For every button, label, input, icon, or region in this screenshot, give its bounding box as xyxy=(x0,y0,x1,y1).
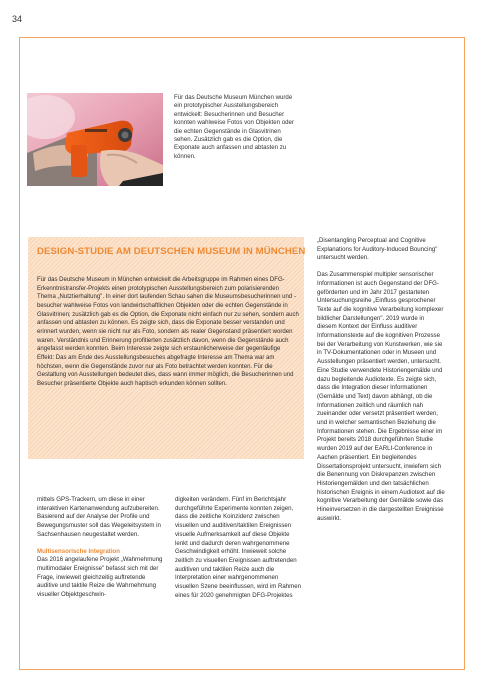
paragraph: Das 2016 angelaufene Projekt „Wahrnehmung multimodaler Ereignisse" befasst sich mit der Frage, inwieweit gleichzeitig auftretende auditive und taktile Reize die Wahrnehmung visueller Objektgeschwin- xyxy=(37,556,163,599)
column-middle xyxy=(175,496,301,600)
column-left xyxy=(37,496,163,600)
paragraph: mittels GPS-Trackern, um diese in einer interaktiven Kartenanwendung aufzubereiten. Basierend auf der Analyse der Profile und Bewegungsmuster soll das Wegeleitsystem in Sachsenhausen neugestaltet werden. xyxy=(37,496,161,538)
paragraph: Das Zusammenspiel multipler sensorischer Informationen ist auch Gegenstand der DFG-geförderten und im Jahr 2017 gestarteten Untersuchungsreihe „Einfluss gesprochener Texte auf die kognitive Verarbeitung komplexer bildlicher Darstellungen". 2019 wurde in diesem Kontext der Einfluss auditiver Informationstexte auf die kognitiven Prozesse bei der Verarbeitung von Kunstwerken, wie sie in TV-Dokumentationen oder in Museen und Ausstellungen präsentiert werden, untersucht. Eine Studie verwendete Historiengemälde und dazu begleitende Audiotexte. Es zeigte sich, dass die Integration dieser Informationen (Gemälde und Text) davon abhängt, ob die Informationen zeitlich und räumlich nah zueinander oder versetzt präsentiert werden, und in welcher semantischen Beziehung die Informationen stehen. Die Ergebnisse einer im Projekt bereits 2018 durchgeführten Studie wurden 2019 auf der EARLI-Conference in Aachen präsentiert. Ein begleitendes Dissertationsprojekt untersucht, inwiefern sich die Benennung von Diskrepanzen zwischen Historiengemälden und den tatsächlichen historischen Ereignis in einem Audiotext auf die kognitive Verarbeitung der Gemälde sowie das Hineinversetzen in die dargestellten Ereignisse auswirkt. xyxy=(317,271,445,522)
info-box-text: Für das Deutsche Museum in München entwickelt die Arbeitsgruppe im Rahmen eines DFG-Erkenntnistransfer-Projekts einen prototypischen Ausstellungsbereich zum polarisierenden Thema „Nutztierhaltung". In einer dort laufenden Schau sahen die Museumsbesucherinnen und -besucher wahlweise Fotos von landwirtschaftlichen Objekten oder die echten Gegenstände in Glasvitrinen; zusätzlich gab es die Option, die Exponate nicht einfach nur zu sehen, sondern auch anfassen und abtasten zu können. Es zeigte sich, dass die Exponate besser verstanden und erinnert wurden, wenn sie nicht nur als Foto, sondern als realer Gegenstand präsentiert worden waren. Verständnis und Erinnerung profitierten zusätzlich davon, wenn die Gegenstände auch angefasst werden konnten. Beim Interesse zeigte sich erstaunlicherweise der gegenläufige Effekt: Das am Ende des Ausstellungsbesuches abgefragte Interesse am Thema war am höchsten, wenn die Gegenstände zuvor nur als Foto betrachtet werden konnten. Für die Gestaltung von Ausstellungen bedeutet dies, dass wann immer möglich, die Besucherinnen und Besucher präsentierte Objekte auch haptisch erkunden können sollten. xyxy=(37,277,299,387)
photo-caption: Für das Deutsche Museum München wurde ein prototypischer Ausstellungsbereich entwickelt: Besucherinnen und Besucher konnten wahlweise Fotos von Objekten oder die echten Gegenstände in Glasvitrinen sehen. Zusätzlich gab es die Option, die Exponate auch anfassen und abtasten zu können. xyxy=(174,94,294,160)
page-number: 34 xyxy=(12,14,23,24)
exhibit-photo xyxy=(27,93,163,186)
section-heading: Multisensorische Integration xyxy=(37,547,120,555)
column-right xyxy=(317,237,445,524)
paragraph: digkeiten verändern. Fünf im Berichtsjahr durchgeführte Experimente konnten zeigen, dass die zeitliche Koinzidenz zwischen visuellen und auditiven/taktilen Ereignissen visuelle Aufmerksamkeit auf diese Objekte lenkt und dadurch deren wahrgenommene Geschwindigkeit erhöht. Inwieweit solche zeitlich zu visuellen Ereignissen auftretenden auditiven und taktilen Reize auch die Interpretation einer wahrgenommenen visuellen Szene beeinflussen, wird im Rahmen eines für 2020 genehmigten DFG-Projektes xyxy=(175,496,302,599)
info-box-title: DESIGN-STUDIE AM DEUTSCHEN MUSEUM IN MÜNCHEN xyxy=(37,246,306,257)
paragraph: „Disentangling Perceptual and Cognitive Explanations for Auditory-Induced Bouncing" untersucht werden. xyxy=(317,237,438,262)
